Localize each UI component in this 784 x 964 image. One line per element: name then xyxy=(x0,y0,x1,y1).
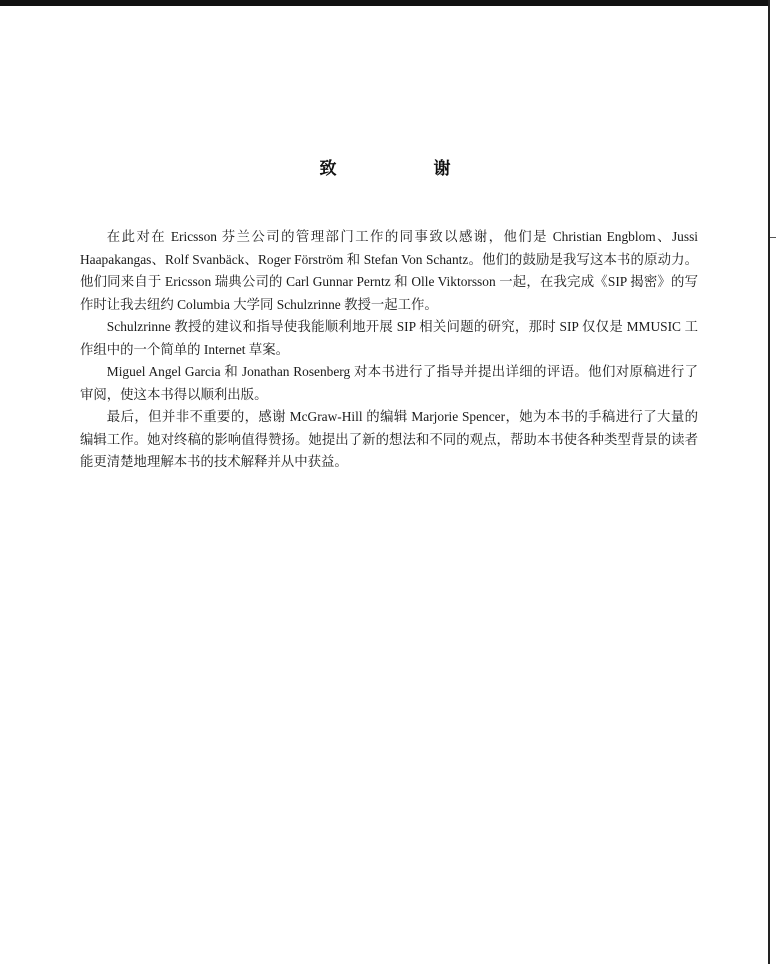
paragraph-editor: 最后，但并非不重要的，感谢 McGraw-Hill 的编辑 Marjorie Spencer，她为本书的手稿进行了大量的编辑工作。她对终稿的影响值得赞扬。她提出了新的想法和不同的观点，帮助本书使各种类型背景的读者能更清楚地理解本书的技术解释并从中获益。 xyxy=(80,409,698,469)
page-title: 致 谢 xyxy=(319,159,491,179)
paragraph-reviewers: Miguel Angel Garcia 和 Jonathan Rosenberg 对本书进行了指导并提出详细的评语。他们对原稿进行了审阅，使这本书得以顺利出版。 xyxy=(80,364,698,402)
right-scan-border xyxy=(768,0,770,964)
margin-tick-mark xyxy=(770,237,776,238)
paragraph-colleagues: 在此对在 Ericsson 芬兰公司的管理部门工作的同事致以感谢，他们是 Christian Engblom、Jussi Haapakangas、Rolf Svanbäck、Roger Förström 和 Stefan Von Schantz。他们的鼓励是我写这本书的原动力。他们同来自于 Ericsson 瑞典公司的 Carl Gunnar Perntz 和 Olle Viktorsson 一起，在我完成《SIP 揭密》的写作时让我去纽约 Columbia 大学同 Schulzrinne 教授一起工作。 xyxy=(80,229,698,312)
top-scan-border xyxy=(0,0,768,6)
acknowledgements-body xyxy=(80,226,698,474)
paragraph-schulzrinne: Schulzrinne 教授的建议和指导使我能顺利地开展 SIP 相关问题的研究，那时 SIP 仅仅是 MMUSIC 工作组中的一个简单的 Internet 草案。 xyxy=(80,319,698,357)
